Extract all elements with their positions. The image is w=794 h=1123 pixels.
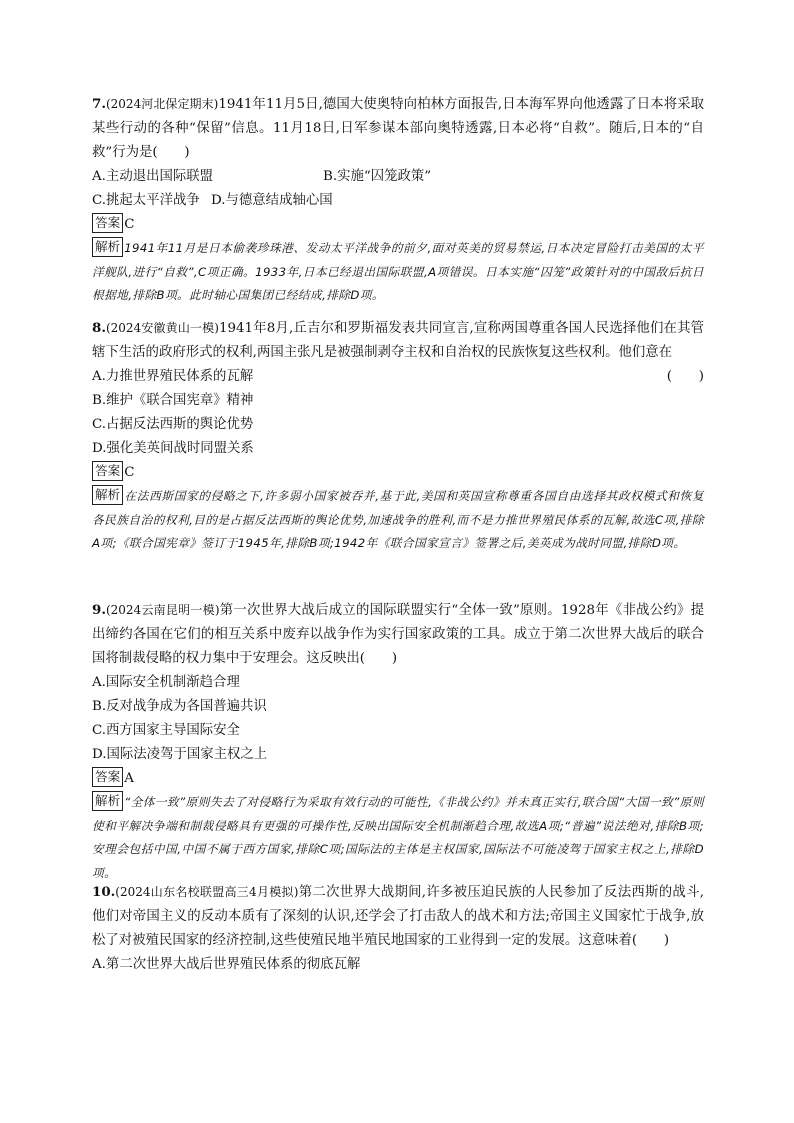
question-8 bbox=[92, 316, 704, 556]
question-number: 10. bbox=[92, 884, 116, 900]
explanation-text: 在法西斯国家的侵略之下,许多弱小国家被吞并,基于此,美国和英国宣称尊重各国自由选择其政权模式和恢复各民族自治的权利,目的是占据反法西斯的舆论优势,加速战争的胜利,而不是力推世界殖民体系的瓦解,故选C项,排除A项;《联合国宪章》签订于1945年,排除B项;1942年《联合国家宣言》签署之后,美英成为战时同盟,排除D项。 bbox=[92, 489, 704, 550]
options-row bbox=[92, 189, 704, 213]
question-text: 1941年8月,丘吉尔和罗斯福发表共同宣言,宣称两国尊重各国人民选择他们在其管辖下生活的政府形式的权利,两国主张凡是被强制剥夺主权和自治权的民族恢复这些权利。他们意在 bbox=[92, 321, 705, 360]
explanation-text: 1941年11月是日本偷袭珍珠港、发动太平洋战争的前夕,面对英美的贸易禁运,日本决定冒险打击美国的太平洋舰队,进行“自救”,C项正确。1933年,日本已经退出国际联盟,A项错误。日本实施“囚笼”政策针对的中国敌后抗日根据地,排除B项。此时轴心国集团已经结成,排除D项。 bbox=[92, 241, 704, 302]
option-b[interactable]: B.维护《联合国宪章》精神 bbox=[92, 393, 254, 408]
question-10 bbox=[92, 880, 704, 977]
option-c[interactable]: C.占据反法西斯的舆论优势 bbox=[92, 417, 254, 432]
explanation-tag: 解析 bbox=[92, 237, 123, 257]
answer-value: A bbox=[124, 771, 134, 786]
option-d[interactable]: D.与德意结成轴心国 bbox=[211, 193, 333, 208]
question-text: 第二次世界大战期间,许多被压迫民族的人民参加了反法西斯的战斗,他们对帝国主义的反动本质有了深刻的认识,还学会了打击敌人的战术和方法;帝国主义国家忙于战争,放松了对被殖民国家的经济控制,这些使殖民地半殖民地国家的工业得到一定的发展。这意味着( ) bbox=[92, 885, 704, 948]
option-c[interactable]: C.西方国家主导国际安全 bbox=[92, 723, 240, 738]
answer-value: C bbox=[124, 217, 135, 232]
answer-line bbox=[92, 213, 704, 237]
question-source: (2024云南昆明一模) bbox=[105, 603, 220, 617]
option-a[interactable]: A.第二次世界大战后世界殖民体系的彻底瓦解 bbox=[92, 957, 361, 972]
question-number: 9. bbox=[92, 602, 106, 618]
question-number: 7. bbox=[92, 96, 106, 112]
question-source: (2024河北保定期末) bbox=[105, 97, 219, 111]
explanation-tag: 解析 bbox=[92, 485, 123, 505]
explanation-tag: 解析 bbox=[92, 791, 123, 811]
explanation bbox=[92, 237, 704, 308]
answer-line bbox=[92, 461, 704, 485]
explanation bbox=[92, 485, 704, 556]
question-source: (2024山东名校联盟高三4月模拟) bbox=[115, 885, 299, 899]
option-a[interactable]: A.主动退出国际联盟 bbox=[92, 169, 214, 184]
answer-line bbox=[92, 767, 704, 791]
option-c[interactable]: C.挑起太平洋战争 bbox=[92, 193, 200, 208]
question-number: 8. bbox=[92, 320, 106, 336]
question-text: 1941年11月5日,德国大使奥特向柏林方面报告,日本海军界向他透露了日本将采取某些行动的各种“保留”信息。11月18日,日军参谋本部向奥特透露,日本必将“自救”。随后,日本的“自救”行为是( ) bbox=[92, 97, 705, 160]
option-d[interactable]: D.强化美英间战时同盟关系 bbox=[92, 441, 254, 456]
question-text: 第一次世界大战后成立的国际联盟实行“全体一致”原则。1928年《非战公约》提出缔约各国在它们的相互关系中废弃以战争作为实行国家政策的工具。成立于第二次世界大战后的联合国将制裁侵略的权力集中于安理会。这反映出( ) bbox=[92, 603, 704, 666]
answer-tag: 答案 bbox=[92, 767, 123, 787]
question-stem bbox=[92, 598, 704, 671]
question-stem bbox=[92, 880, 704, 953]
option-d[interactable]: D.国际法凌驾于国家主权之上 bbox=[92, 747, 268, 762]
explanation-text: “全体一致”原则失去了对侵略行为采取有效行动的可能性,《非战公约》并未真正实行,联合国“大国一致”原则使和平解决争端和制裁侵略具有更强的可操作性,反映出国际安全机制渐趋合理,故选A项;“普遍”说法绝对,排除B项;安理会包括中国,中国不属于西方国家,排除C项;国际法的主体是主权国家,国际法不可能凌驾于国家主权之上,排除D项。 bbox=[92, 795, 704, 880]
answer-tag: 答案 bbox=[92, 461, 123, 481]
explanation bbox=[92, 791, 704, 885]
answer-value: C bbox=[124, 465, 135, 480]
answer-tag: 答案 bbox=[92, 213, 123, 233]
answer-paren: ( ) bbox=[666, 369, 704, 384]
option-b[interactable]: B.反对战争成为各国普遍共识 bbox=[92, 699, 267, 714]
question-source: (2024安徽黄山一模) bbox=[105, 321, 219, 335]
option-b[interactable]: B.实施“囚笼政策” bbox=[323, 169, 432, 184]
question-9 bbox=[92, 598, 704, 885]
question-stem bbox=[92, 92, 704, 165]
options-row bbox=[92, 165, 704, 189]
option-a[interactable]: A.国际安全机制渐趋合理 bbox=[92, 675, 240, 690]
question-7 bbox=[92, 92, 704, 308]
option-a[interactable]: A.力推世界殖民体系的瓦解 bbox=[92, 369, 254, 384]
